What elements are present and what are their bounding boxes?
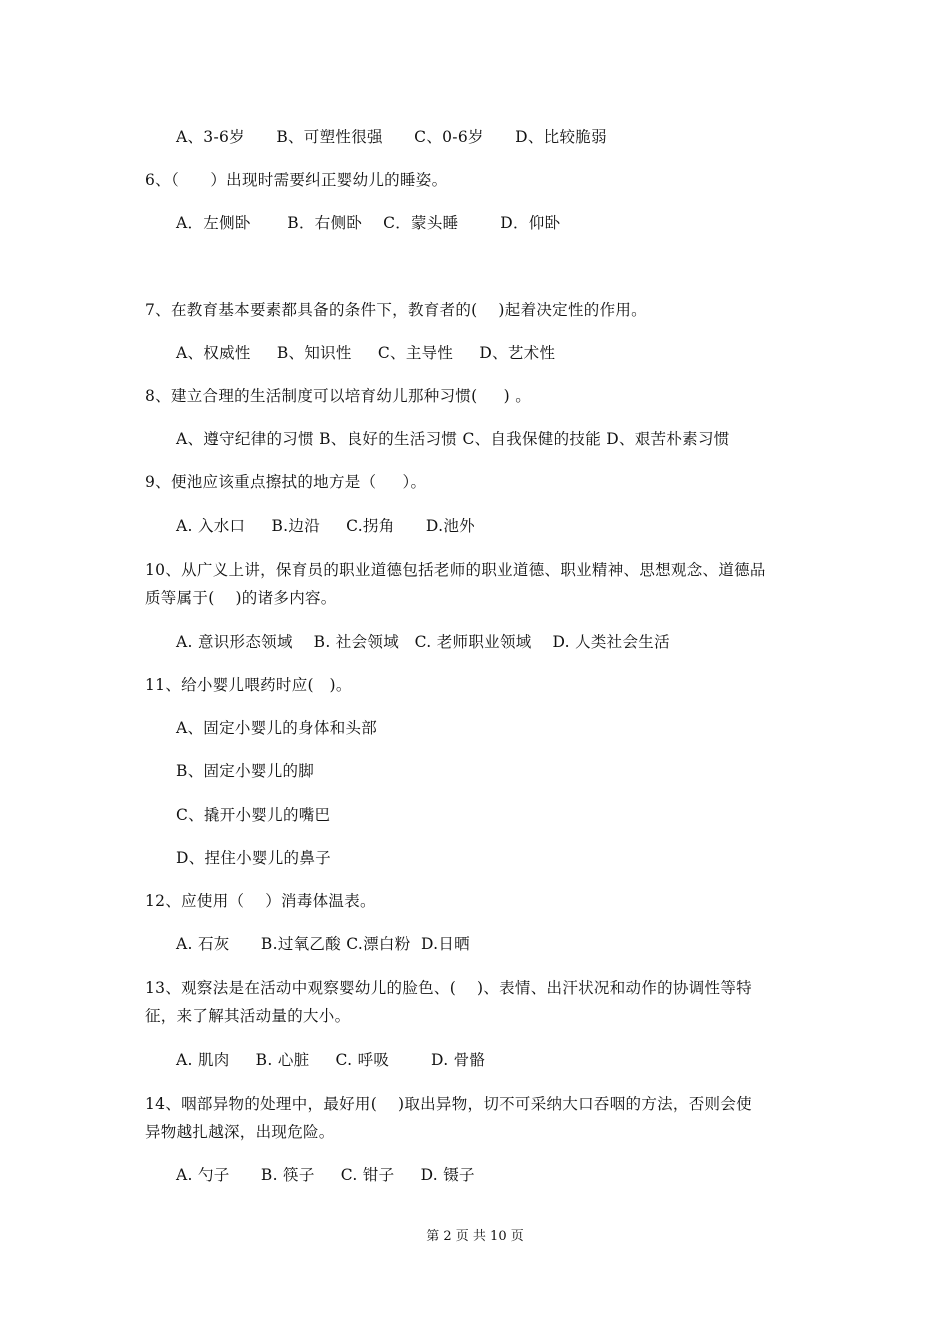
question-6: 6、（ ）出现时需要纠正婴幼儿的睡姿。 [145,171,448,189]
q11-option-b: B、固定小婴儿的脚 [176,762,315,780]
q14-options: A. 勺子 B. 筷子 C. 钳子 D. 镊子 [176,1166,475,1184]
question-13-line-2: 征，来了解其活动量的大小。 [145,1007,351,1025]
question-13-line-1: 13、观察法是在活动中观察婴幼儿的脸色、( )、表情、出汗状况和动作的协调性等特 [145,979,752,997]
question-10-line-1: 10、从广义上讲，保育员的职业道德包括老师的职业道德、职业精神、思想观念、道德品 [145,561,766,579]
question-8: 8、建立合理的生活制度可以培育幼儿那种习惯( ) 。 [145,387,532,405]
q12-options: A. 石灰 B.过氧乙酸 C.漂白粉 D.日晒 [176,935,470,953]
q7-options: A、权威性 B、知识性 C、主导性 D、艺术性 [176,344,556,362]
q11-option-a: A、固定小婴儿的身体和头部 [176,719,378,737]
question-10-line-2: 质等属于( )的诸多内容。 [145,589,337,607]
q13-options: A. 肌肉 B. 心脏 C. 呼吸 D. 骨骼 [176,1051,486,1069]
q11-option-d: D、捏住小婴儿的鼻子 [176,849,331,867]
question-14-line-1: 14、咽部异物的处理中，最好用( )取出异物，切不可采纳大口吞咽的方法，否则会使 [145,1095,752,1113]
page-number: 第 2 页 共 10 页 [426,1229,524,1244]
question-14-line-2: 异物越扎越深，出现危险。 [145,1123,335,1141]
q6-options: A．左侧卧 B．右侧卧 C．蒙头睡 D．仰卧 [176,214,561,232]
question-7: 7、在教育基本要素都具备的条件下，教育者的( )起着决定性的作用。 [145,301,647,319]
q9-options: A. 入水口 B.边沿 C.拐角 D.池外 [176,517,475,535]
q8-options: A、遵守纪律的习惯 B、良好的生活习惯 C、自我保健的技能 D、艰苦朴素习惯 [176,430,730,448]
q10-options: A. 意识形态领域 B. 社会领域 C. 老师职业领域 D. 人类社会生活 [176,633,670,651]
question-12: 12、应使用（ ）消毒体温表。 [145,892,376,910]
question-9: 9、便池应该重点擦拭的地方是（ ）。 [145,473,427,491]
q5-options: A、3-6岁 B、可塑性很强 C、0-6岁 D、比较脆弱 [176,128,607,146]
q11-option-c: C、撬开小婴儿的嘴巴 [176,806,331,824]
question-11: 11、给小婴儿喂药时应( )。 [145,676,352,694]
